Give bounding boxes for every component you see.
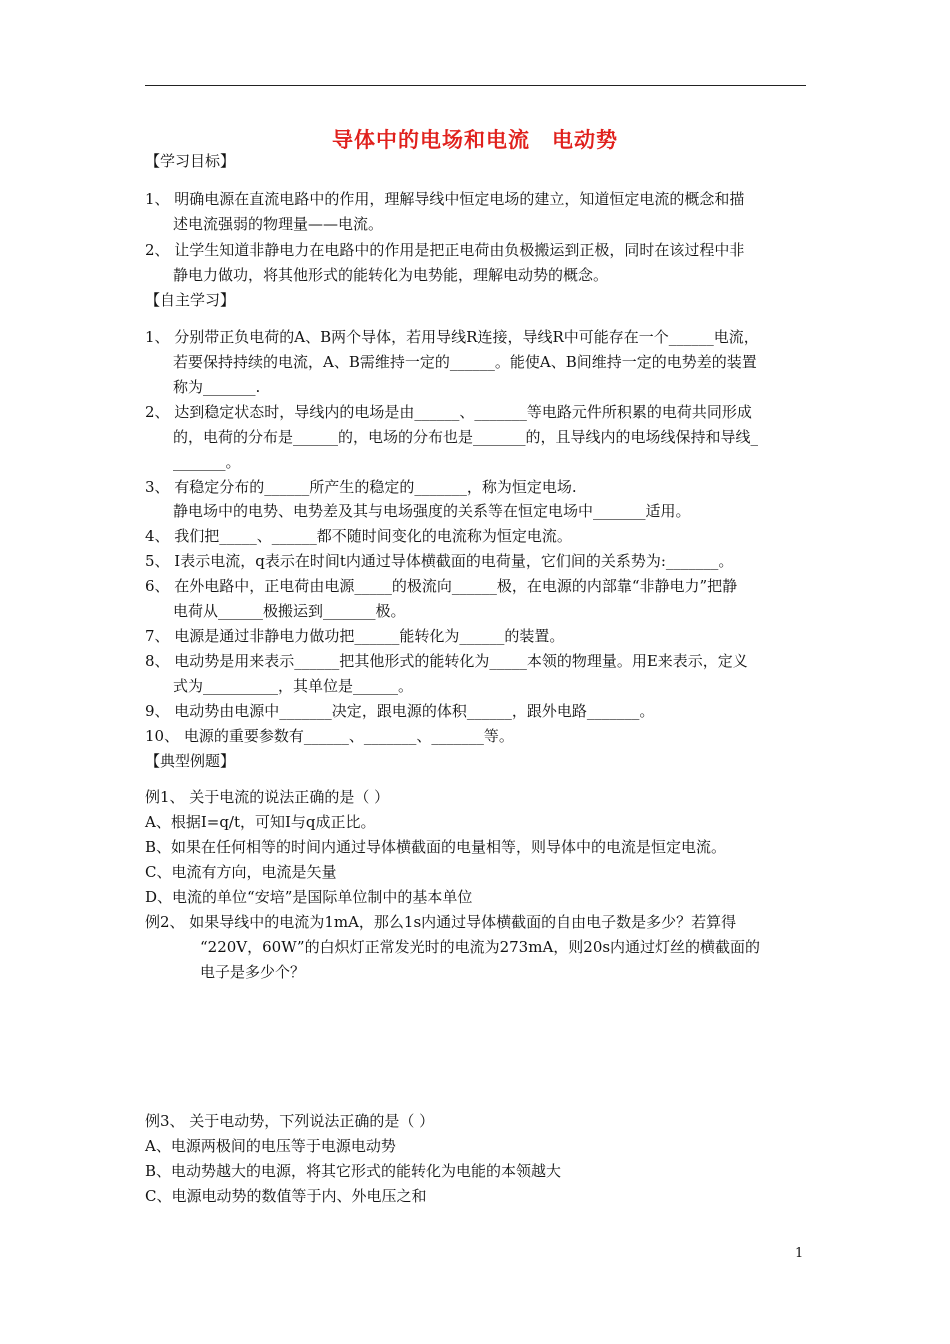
self-study-6-line-1: 6、 在外电路中，正电荷由电源_____的极流向______极，在电源的内部靠“非静电力”把静 (145, 577, 738, 595)
goal-1-line-1: 1、 明确电源在直流电路中的作用，理解导线中恒定电场的建立，知道恒定电流的概念和描 (145, 190, 745, 208)
example-3-option-c: C、电源电动势的数值等于内、外电压之和 (145, 1187, 427, 1205)
self-study-10: 10、 电源的重要参数有______、_______、_______等。 (145, 727, 514, 745)
example-1-option-d: D、电流的单位“安培”是国际单位制中的基本单位 (145, 888, 473, 906)
example-1-question: 例1、 关于电流的说法正确的是（ ） (145, 788, 390, 806)
self-study-1-line-2: 若要保持持续的电流，A、B需维持一定的______。能使A、B间维持一定的电势差的装置 (173, 353, 757, 371)
self-study-8-line-1: 8、 电动势是用来表示______把其他形式的能转化为_____本领的物理量。用E来表示，定义 (145, 652, 748, 670)
goal-2-line-1: 2、 让学生知道非静电力在电路中的作用是把正电荷由负极搬运到正极，同时在该过程中非 (145, 241, 745, 259)
self-study-1-line-3: 称为_______. (173, 378, 261, 396)
self-study-7: 7、 电源是通过非静电力做功把______能转化为______的装置。 (145, 627, 565, 645)
section-heading-goals: 【学习目标】 (145, 152, 236, 170)
self-study-3-line-2: 静电场中的电势、电势差及其与电场强度的关系等在恒定电场中_______适用。 (173, 502, 691, 520)
self-study-2-line-3: _______。 (173, 453, 241, 471)
example-1-option-c: C、电流有方向，电流是矢量 (145, 863, 337, 881)
example-3-question: 例3、 关于电动势，下列说法正确的是（ ） (145, 1112, 435, 1130)
self-study-8-line-2: 式为__________，其单位是______。 (173, 677, 414, 695)
self-study-2-line-2: 的，电荷的分布是______的，电场的分布也是_______的，且导线内的电场线保持和导线_ (173, 428, 759, 446)
self-study-1-line-1: 1、 分别带正负电荷的A、B两个导体，若用导线R连接，导线R中可能存在一个______电流， (145, 328, 759, 346)
page-number: 1 (795, 1246, 804, 1261)
example-1-option-a: A、根据I=q/t，可知I与q成正比。 (145, 813, 376, 831)
goal-1-line-2: 述电流强弱的物理量——电流。 (173, 215, 384, 233)
header-rule (145, 85, 806, 86)
example-2-line-2: “220V，60W”的白炽灯正常发光时的电流为273mA，则20s内通过灯丝的横截面的 (200, 938, 761, 956)
goal-2-line-2: 静电力做功，将其他形式的能转化为电势能，理解电动势的概念。 (173, 266, 609, 284)
example-2-line-1: 例2、 如果导线中的电流为1mA，那么1s内通过导体横截面的自由电子数是多少？若算得 (145, 913, 737, 931)
self-study-6-line-2: 电荷从______极搬运到_______极。 (173, 602, 406, 620)
self-study-3-line-1: 3、 有稳定分布的______所产生的稳定的_______，称为恒定电场. (145, 478, 577, 496)
example-1-option-b: B、如果在任何相等的时间内通过导体横截面的电量相等，则导体中的电流是恒定电流。 (145, 838, 727, 856)
section-heading-self-study: 【自主学习】 (145, 291, 236, 309)
example-3-option-b: B、电动势越大的电源，将其它形式的能转化为电能的本领越大 (145, 1162, 562, 1180)
example-2-line-3: 电子是多少个？ (200, 963, 306, 981)
example-3-option-a: A、电源两极间的电压等于电源电动势 (145, 1137, 396, 1155)
self-study-4: 4、 我们把_____、______都不随时间变化的电流称为恒定电流。 (145, 527, 572, 545)
self-study-9: 9、 电动势由电源中_______决定，跟电源的体积______，跟外电路_______。 (145, 702, 655, 720)
page-title: 导体中的电场和电流 电动势 (332, 128, 618, 152)
section-heading-examples: 【典型例题】 (145, 752, 236, 770)
self-study-5: 5、 I表示电流，q表示在时间t内通过导体横截面的电荷量，它们间的关系势为:_______。 (145, 552, 734, 570)
self-study-2-line-1: 2、 达到稳定状态时，导线内的电场是由______、_______等电路元件所积累的电荷共同形成 (145, 403, 752, 421)
